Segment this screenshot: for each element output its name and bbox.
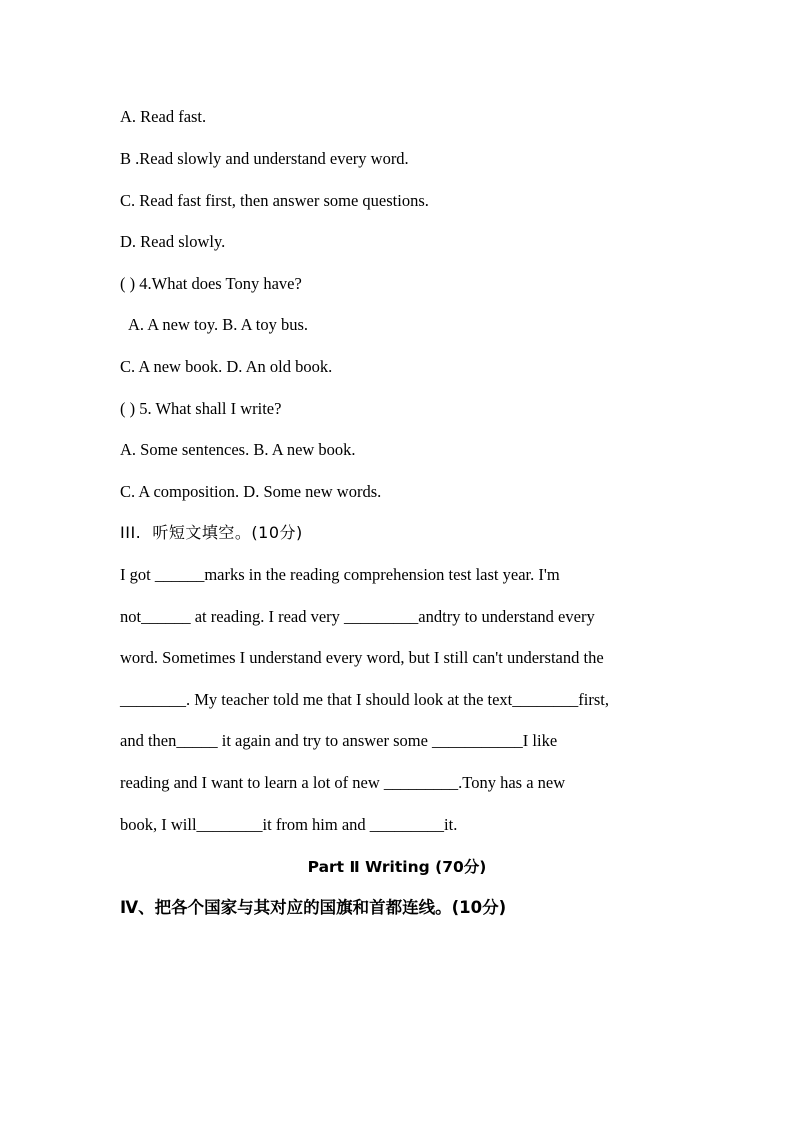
section-heading: Ⅳ、把各个国家与其对应的国旗和首都连线。(10分) [120,898,507,917]
passage-line: and then_____ it again and try to answer some ___________I like [120,731,558,750]
section-heading: III. 听短文填空。(10分) [120,523,303,542]
option-d: D. Read slowly. [120,232,226,251]
question-stem: ( ) 5. What shall I write? [120,399,282,418]
passage-line: word. Sometimes I understand every word, but I still can't understand the [120,648,604,667]
passage-line: I got ______marks in the reading comprehension test last year. I'm [120,565,560,584]
passage-line: reading and I want to learn a lot of new _________.Tony has a new [120,773,566,792]
option-c: C. Read fast first, then answer some questions. [120,191,429,210]
option-b: B .Read slowly and understand every word. [120,149,409,168]
options-ab: A. Some sentences. B. A new book. [120,440,356,459]
passage-line: ________. My teacher told me that I should look at the text________first, [120,690,609,709]
options-cd: C. A composition. D. Some new words. [120,482,382,501]
options-ab: A. A new toy. B. A toy bus. [128,315,308,334]
option-a: A. Read fast. [120,107,207,126]
passage-line: book, I will________it from him and _________it. [120,815,458,834]
options-cd: C. A new book. D. An old book. [120,357,333,376]
passage-line: not______ at reading. I read very _________andtry to understand every [120,607,595,626]
part-title: Part Ⅱ Writing (70分) [307,858,487,876]
question-stem: ( ) 4.What does Tony have? [120,274,302,293]
